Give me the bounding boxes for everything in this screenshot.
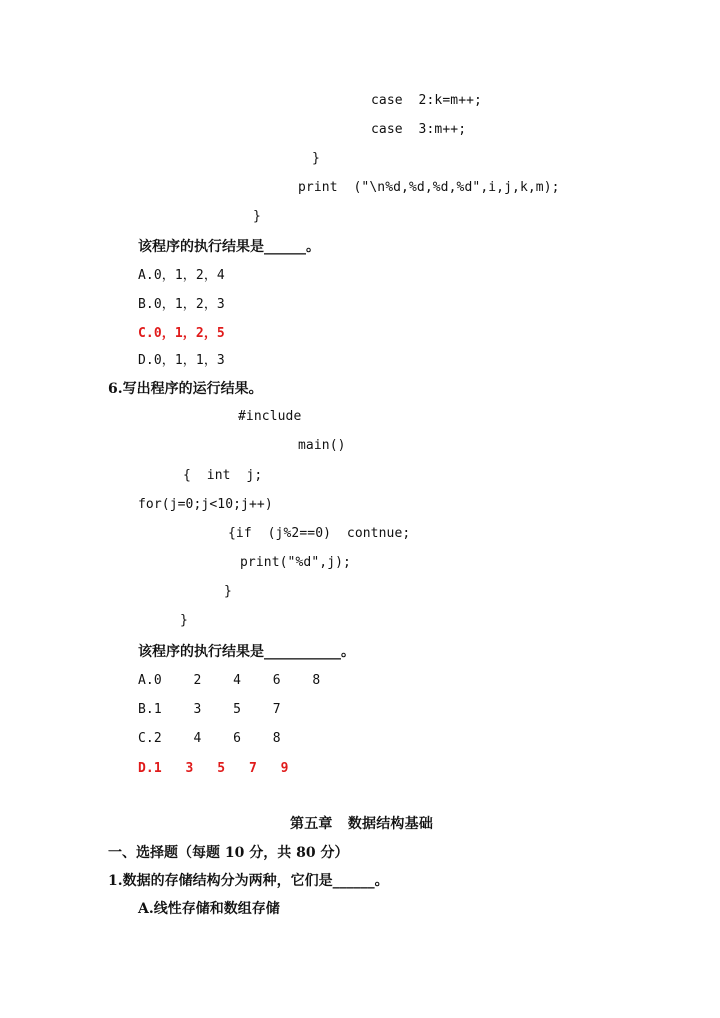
option-a: A.0，1，2，4 — [138, 268, 225, 283]
code-line: case 2:k=m++; — [371, 93, 482, 108]
option-b: B.0，1，2，3 — [138, 297, 225, 312]
code-line: } — [180, 613, 188, 628]
chapter-title: 第五章 数据结构基础 — [290, 816, 434, 832]
code-line: } — [253, 209, 261, 224]
code-line: case 3:m++; — [371, 122, 467, 137]
code-line: #include — [238, 409, 302, 424]
question-prompt: 该程序的执行结果是______。 — [138, 239, 320, 255]
code-line: print("%d",j); — [240, 555, 351, 570]
option-d: D.0，1，1，3 — [138, 353, 225, 368]
code-line: { int j; — [183, 468, 263, 483]
question-1-option-a: A.线性存储和数组存储 — [138, 901, 280, 917]
question-1: 1.数据的存储结构分为两种，它们是______。 — [108, 873, 389, 889]
code-line: } — [312, 151, 320, 166]
code-line: for(j=0;j<10;j++) — [138, 497, 273, 512]
code-line: main() — [298, 438, 346, 453]
option-a: A.0 2 4 6 8 — [138, 673, 321, 688]
code-line: {if (j%2==0) contnue; — [228, 526, 411, 541]
option-b: B.1 3 5 7 — [138, 702, 281, 717]
section-heading: 一、选择题（每题 10 分，共 80 分） — [108, 845, 349, 861]
option-c-answer: C.0，1，2，5 — [138, 326, 225, 341]
option-c: C.2 4 6 8 — [138, 731, 281, 746]
question-prompt: 该程序的执行结果是___________。 — [138, 644, 355, 660]
code-line: } — [224, 584, 232, 599]
option-d-answer: D.1 3 5 7 9 — [138, 761, 289, 776]
code-line: print ("\n%d,%d,%d,%d",i,j,k,m); — [298, 180, 560, 195]
question-heading: 6.写出程序的运行结果。 — [108, 381, 263, 397]
